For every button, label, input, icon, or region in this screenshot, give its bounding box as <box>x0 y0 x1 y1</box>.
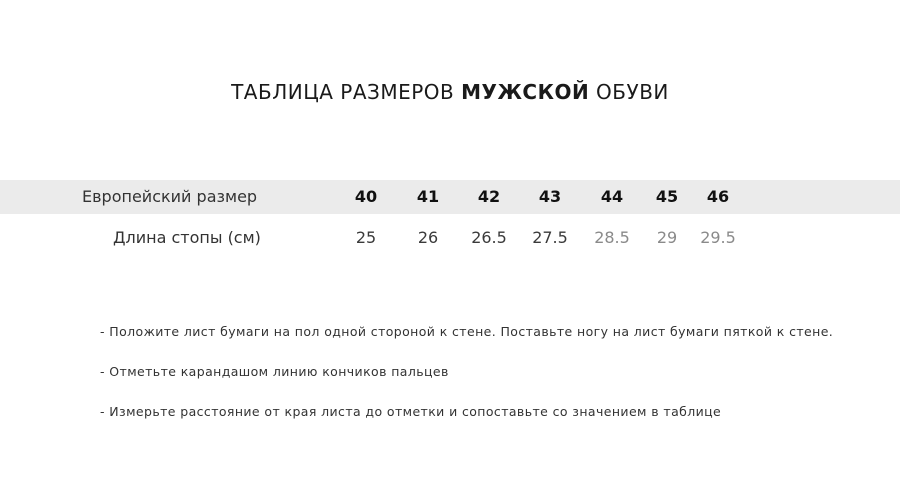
instruction-item: - Отметьте карандашом линию кончиков пальцев <box>100 364 449 379</box>
instruction-item: - Положите лист бумаги на пол одной стороной к стене. Поставьте ногу на лист бумаги пяткой к стене. <box>100 324 834 339</box>
page-title <box>0 80 900 104</box>
foot-length-cell: 26.5 <box>471 228 507 247</box>
title-prefix: ТАБЛИЦА РАЗМЕРОВ <box>231 80 462 104</box>
eu-size-cell: 45 <box>655 187 679 206</box>
foot-length-row <box>0 221 900 255</box>
eu-size-row <box>0 180 900 214</box>
title-suffix: ОБУВИ <box>589 80 669 104</box>
foot-length-cell: 25 <box>355 228 377 247</box>
eu-size-cell: 41 <box>416 187 440 206</box>
foot-length-cell: 29.5 <box>700 228 736 247</box>
title-emphasis: МУЖСКОЙ <box>461 80 590 104</box>
eu-size-label: Европейский размер <box>82 187 258 206</box>
foot-length-cell: 28.5 <box>594 228 630 247</box>
eu-size-cell: 43 <box>538 187 562 206</box>
instruction-item: - Измерьте расстояние от края листа до отметки и сопоставьте со значением в таблице <box>100 404 722 419</box>
eu-size-cell: 42 <box>477 187 501 206</box>
eu-size-cell: 40 <box>354 187 378 206</box>
foot-length-cell: 26 <box>417 228 439 247</box>
eu-size-cell: 46 <box>706 187 730 206</box>
eu-size-cell: 44 <box>600 187 624 206</box>
foot-length-cell: 29 <box>656 228 678 247</box>
instructions-list <box>100 322 860 442</box>
foot-length-cell: 27.5 <box>532 228 568 247</box>
foot-length-label: Длина стопы (см) <box>113 228 261 247</box>
